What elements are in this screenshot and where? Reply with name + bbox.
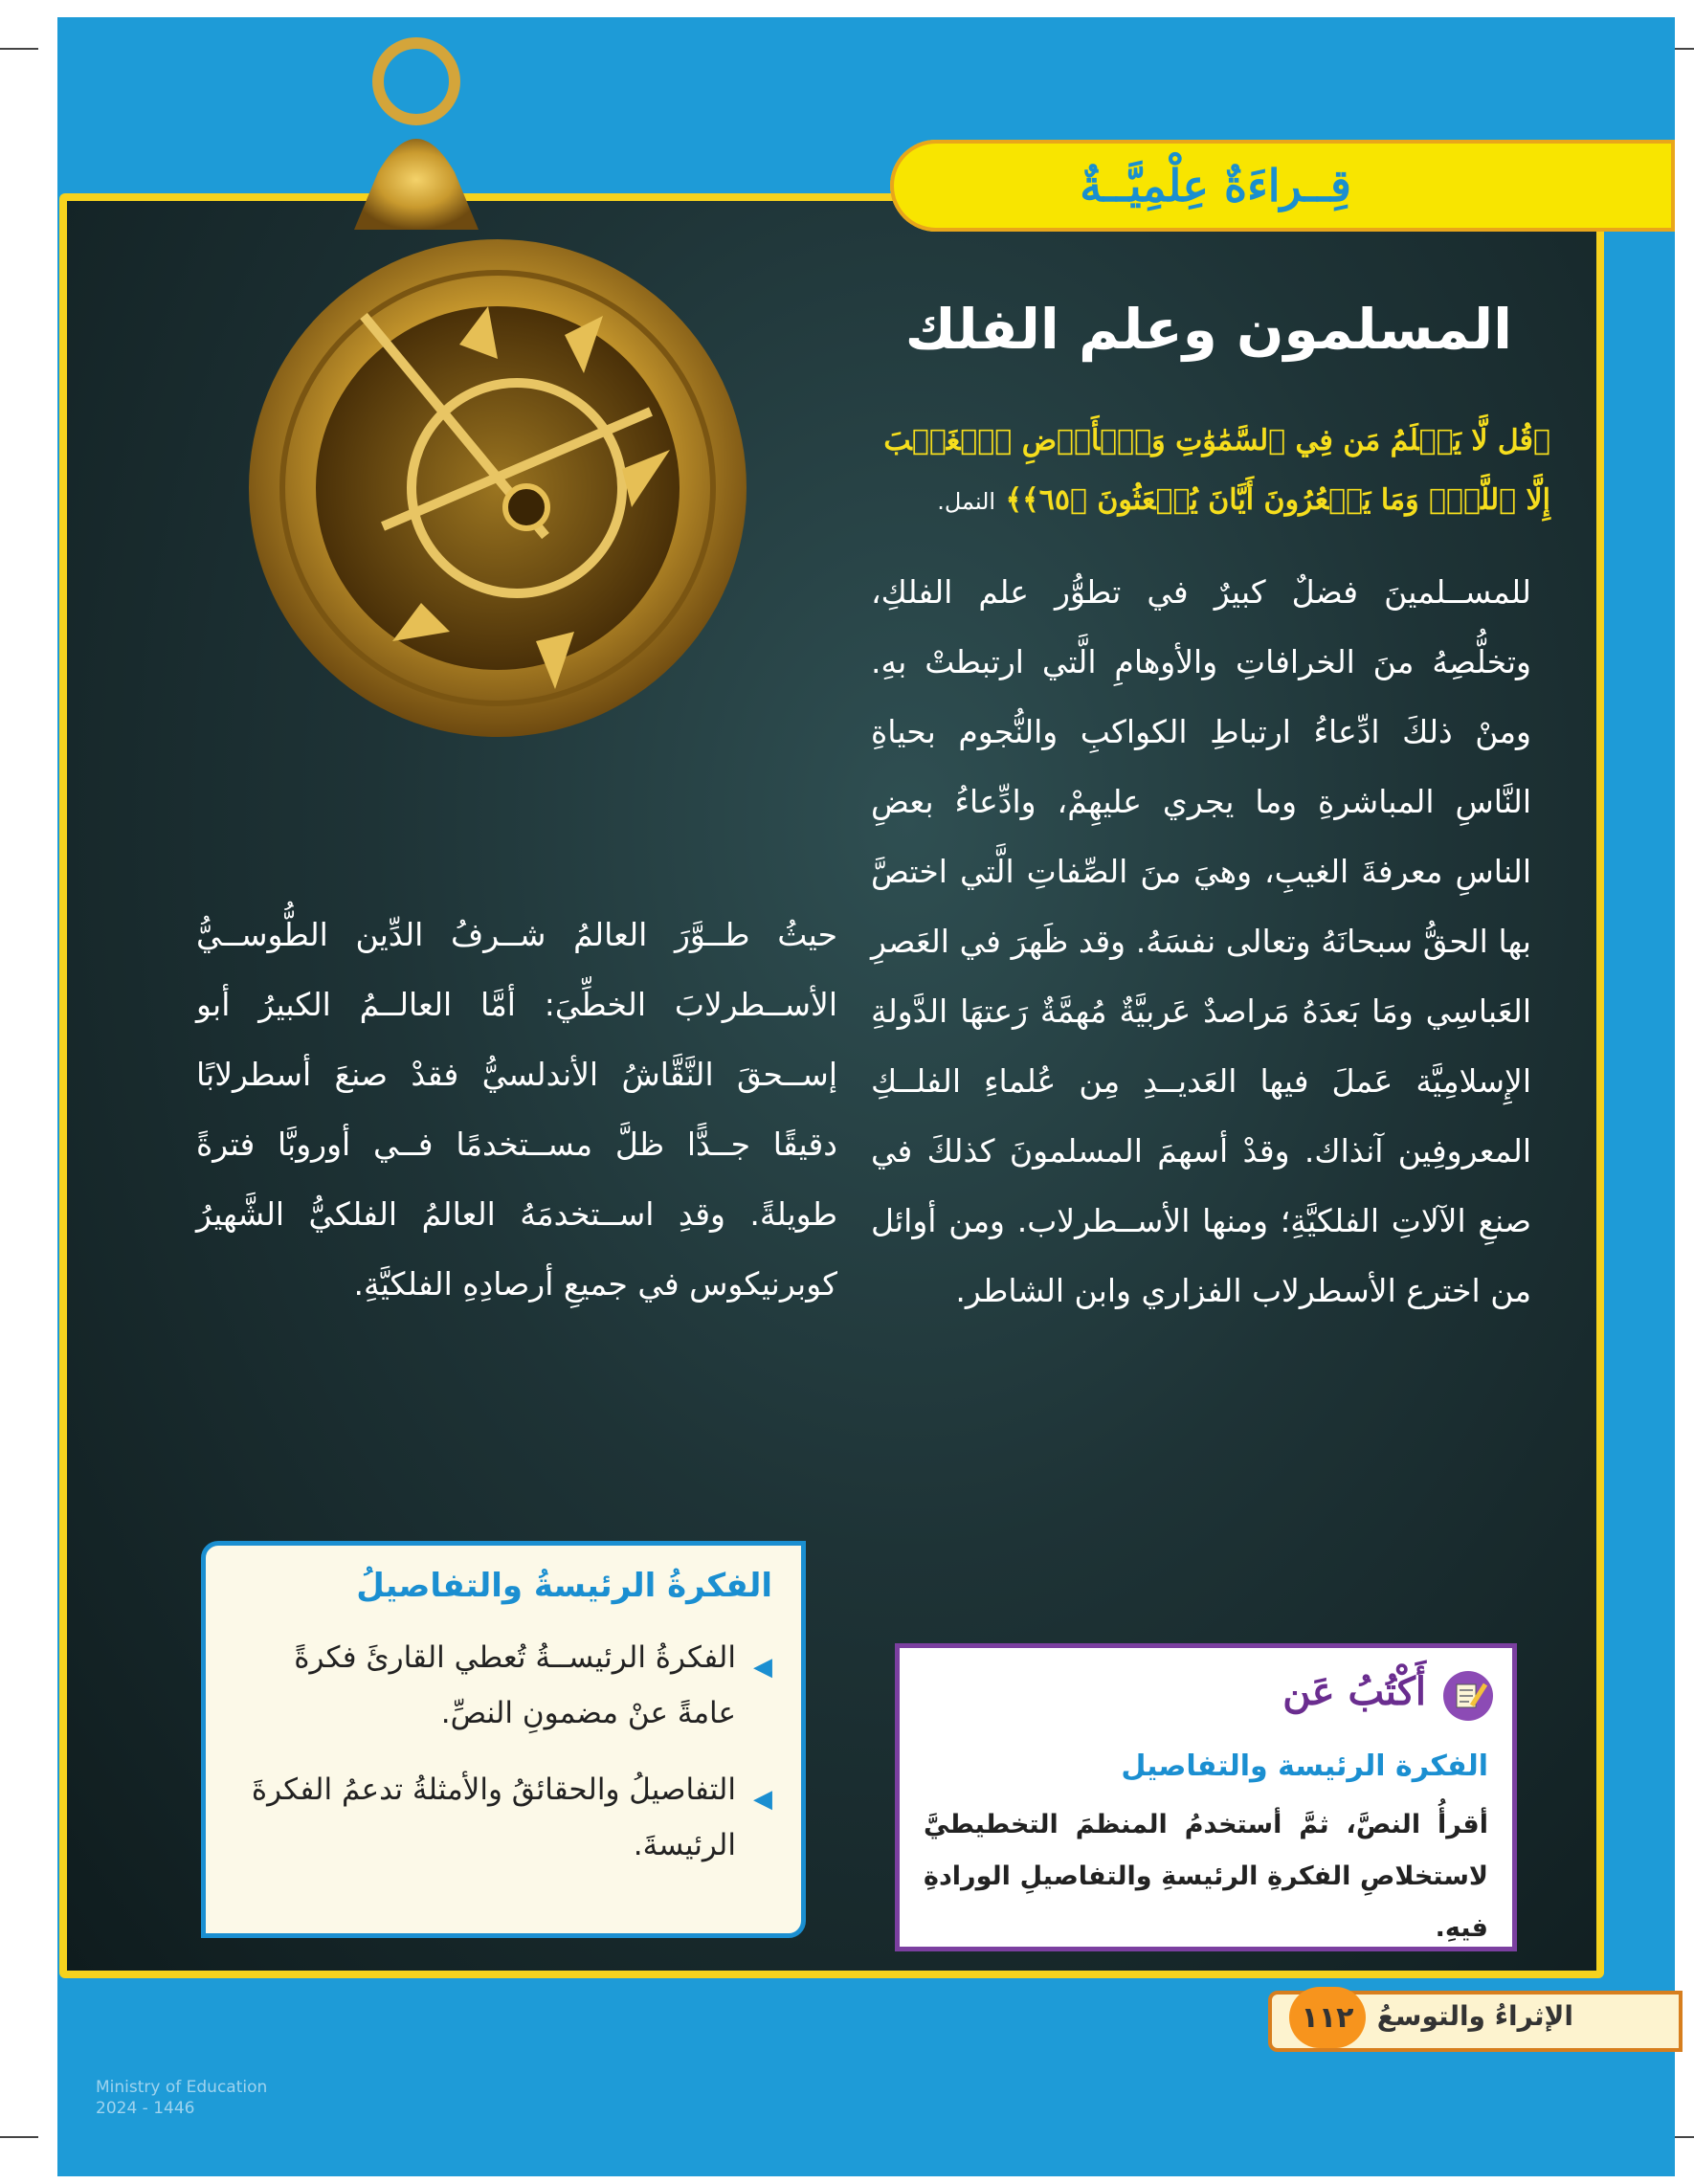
page-number: ١١٢	[1289, 1987, 1366, 2048]
write-about-heading: أَكْتُبُ عَن	[1282, 1669, 1426, 1714]
section-tab	[890, 140, 1675, 232]
main-idea-heading: الفكرةُ الرئيسةُ والتفاصيلُ	[356, 1567, 772, 1605]
verse-text: ﴿قُل لَّا يَعۡلَمُ مَن فِي ٱلسَّمَٰوَٰتِ وَٱلۡأَرۡضِ ٱلۡغَيۡبَ إِلَّا ٱللَّهُۚ وَمَا يَشۡعُرُونَ أَيَّانَ يُبۡعَثُونَ ﴿٦٥﴾﴾	[883, 424, 1550, 517]
astrolabe-image	[249, 29, 747, 794]
page-title: المسلمون وعلم الفلك	[904, 297, 1512, 362]
main-idea-box	[201, 1541, 806, 1938]
write-about-subheading: الفكرة الرئيسة والتفاصيل	[1121, 1749, 1488, 1783]
footer-section-title: الإثراءُ والتوسعُ	[1376, 2000, 1573, 2032]
verse-reference: النمل.	[937, 488, 996, 515]
crop-mark	[0, 2136, 38, 2138]
main-idea-list	[236, 1630, 772, 1894]
list-item: ◀ الفكرةُ الرئيســةُ تُعطي القارئَ فكرةً عامةً عنْ مضمونِ النصِّ.	[294, 1640, 772, 1730]
pencil-icon	[1443, 1671, 1493, 1721]
ministry-watermark: Ministry of Education 2024 - 1446	[96, 2078, 268, 2118]
triangle-bullet-icon: ◀	[753, 1653, 772, 1682]
triangle-bullet-icon: ◀	[753, 1785, 772, 1814]
write-about-text: أقرأُ النصَّ، ثمَّ أستخدمُ المنظمَ التخطيطيَّ لاستخلاصِ الفكرةِ الرئيسةِ والتفاصيلِ الورادةِ فيهِ.	[924, 1810, 1488, 1943]
quran-verse	[880, 412, 1550, 531]
body-text-right: للمســلمينَ فضلٌ كبيرٌ في تطوُّر علم الفلكِ، وتخلُّصِهُ منَ الخرافاتِ والأوهامِ الَّتي ارتبطتْ بهِ. ومنْ ذلكَ ادِّعاءُ ارتباطِ الكواكبِ والنُّجوم بحياةِ النَّاسِ المباشرةِ وما يجري عليهِمْ، وادِّعاءُ بعضِ الناسِ معرفةَ الغيبِ، وهيَ منَ الصِّفاتِ الَّتي اختصَّ بها الحقُّ سبحانَهُ وتعالى نفسَهُ. وقد ظَهرَ في العَصرِ العَباسِي ومَا بَعدَهُ مَراصدٌ عَربيَّةٌ مُهمَّةٌ رَعتهَا الدَّولةِ الإِسلامِيَّة عَملَ فيها العَديــدِ مِن عُلماءِ الفلــكِ المعروفِين آنذاك. وقدْ أسهمَ المسلمونَ كذلكَ في صنعِ الآلاتِ الفلكيَّةِ؛ ومنها الأســطرلاب. ومن أوائل من اخترع الأسطرلاب الفزاري وابن الشاطر.	[871, 573, 1531, 1309]
crop-mark	[0, 48, 38, 50]
list-item: ◀ التفاصيلُ والحقائقُ والأمثلةُ تدعمُ الفكرةَ الرئيسةَ.	[251, 1772, 772, 1862]
section-tab-label: قِــراءَةٌ عِلْمِيَّــةٌ	[1080, 160, 1351, 212]
body-text-left: حيثُ طــوَّرَ العالمُ شــرفُ الدِّين الطُّوســيُّ الأســطرلابَ الخطِّيَ: أمَّا العالــمُ الكبيرُ أبو إســحقَ النَّقَّاشُ الأندلسيُّ فقدْ صنعَ أسطرلابًا دقيقًا جــدًّا ظلَّ مســتخدمًا فــي أوروبَّا فترةً طويلةً. وقدِ اســتخدمَهُ العالمُ الفلكيُّ الشَّهيرُ كوبرنيكوس في جميعِ أرصادِهِ الفلكيَّةِ.	[196, 916, 837, 1303]
write-about-box	[895, 1643, 1517, 1951]
